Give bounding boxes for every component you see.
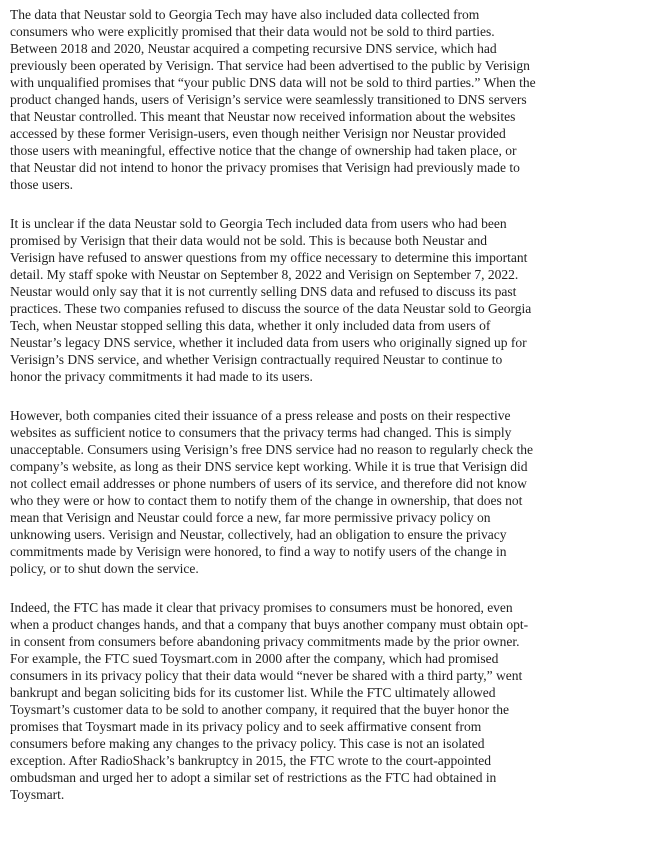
text-line: Neustar would only say that it is not currently selling DNS data and refused to discuss its past xyxy=(10,284,517,299)
paragraph-spacer xyxy=(10,577,637,599)
paragraph-3 xyxy=(10,407,637,577)
text-line: bankrupt and began soliciting bids for its customer list. While the FTC ultimately allowed xyxy=(10,685,496,700)
paragraph-1 xyxy=(10,6,637,193)
text-line: promises that Toysmart made in its privacy policy and to seek affirmative consent from xyxy=(10,719,482,734)
text-line: those users with meaningful, effective notice that the change of ownership had taken place, or xyxy=(10,143,517,158)
text-line: websites as sufficient notice to consumers that the privacy terms had changed. This is simply xyxy=(10,425,512,440)
text-line: in consent from consumers before abandoning privacy commitments made by the prior owner. xyxy=(10,634,520,649)
text-line: when a product changes hands, and that a company that buys another company must obtain opt- xyxy=(10,617,529,632)
text-line: policy, or to shut down the service. xyxy=(10,561,199,576)
text-line: accessed by these former Verisign-users, even though neither Verisign nor Neustar provided xyxy=(10,126,506,141)
text-line: who they were or how to contact them to notify them of the change in ownership, that does not xyxy=(10,493,523,508)
text-line: consumers before making any changes to the privacy policy. This case is not an isolated xyxy=(10,736,485,751)
text-line: unacceptable. Consumers using Verisign’s free DNS service had no reason to regularly check the xyxy=(10,442,534,457)
text-line: It is unclear if the data Neustar sold to Georgia Tech included data from users who had been xyxy=(10,216,507,231)
text-line: honor the privacy commitments it had made to its users. xyxy=(10,369,313,384)
text-line: However, both companies cited their issuance of a press release and posts on their respective xyxy=(10,408,511,423)
text-line: company’s website, as long as their DNS service kept working. While it is true that Verisign did xyxy=(10,459,528,474)
text-line: consumers in its privacy policy that their data would “never be shared with a third party,” went xyxy=(10,668,523,683)
text-line: exception. After RadioShack’s bankruptcy in 2015, the FTC wrote to the court-appointed xyxy=(10,753,491,768)
text-line: previously been operated by Verisign. That service had been advertised to the public by Verisign xyxy=(10,58,530,73)
text-line: promised by Verisign that their data would not be sold. This is because both Neustar and xyxy=(10,233,488,248)
text-line: Indeed, the FTC has made it clear that privacy promises to consumers must be honored, even xyxy=(10,600,513,615)
text-line: consumers who were explicitly promised that their data would not be sold to third parties. xyxy=(10,24,495,39)
text-line: Tech, when Neustar stopped selling this data, whether it only included data from users of xyxy=(10,318,491,333)
document-body xyxy=(10,6,637,803)
text-line: detail. My staff spoke with Neustar on September 8, 2022 and Verisign on September 7, 2022. xyxy=(10,267,519,282)
text-line: The data that Neustar sold to Georgia Tech may have also included data collected from xyxy=(10,7,480,22)
text-line: mean that Verisign and Neustar could force a new, far more permissive privacy policy on xyxy=(10,510,491,525)
text-line: For example, the FTC sued Toysmart.com in 2000 after the company, which had promised xyxy=(10,651,499,666)
text-line: practices. These two companies refused to discuss the source of the data Neustar sold to Georgia xyxy=(10,301,532,316)
text-line: Verisign’s DNS service, and whether Verisign contractually required Neustar to continue to xyxy=(10,352,503,367)
text-line: that Neustar controlled. This meant that Neustar now received information about the websites xyxy=(10,109,516,124)
text-line: not collect email addresses or phone numbers of users of its service, and therefore did not know xyxy=(10,476,527,491)
paragraph-spacer xyxy=(10,193,637,215)
paragraph-4 xyxy=(10,599,637,803)
text-line: ombudsman and urged her to adopt a similar set of restrictions as the FTC had obtained in xyxy=(10,770,497,785)
text-line: product changed hands, users of Verisign’s service were seamlessly transitioned to DNS servers xyxy=(10,92,527,107)
text-line: Between 2018 and 2020, Neustar acquired a competing recursive DNS service, which had xyxy=(10,41,497,56)
text-line: Verisign have refused to answer questions from my office necessary to determine this important xyxy=(10,250,528,265)
paragraph-2 xyxy=(10,215,637,385)
text-line: Toysmart. xyxy=(10,787,65,802)
text-line: those users. xyxy=(10,177,73,192)
text-line: with unqualified promises that “your public DNS data will not be sold to third parties.” When the xyxy=(10,75,536,90)
text-line: Neustar’s legacy DNS service, whether it included data from users who originally signed up for xyxy=(10,335,527,350)
text-line: commitments made by Verisign were honored, to find a way to notify users of the change in xyxy=(10,544,507,559)
paragraph-spacer xyxy=(10,385,637,407)
text-line: unknowing users. Verisign and Neustar, collectively, had an obligation to ensure the privacy xyxy=(10,527,507,542)
text-line: that Neustar did not intend to honor the privacy promises that Verisign had previously made to xyxy=(10,160,520,175)
text-line: Toysmart’s customer data to be sold to another company, it required that the buyer honor the xyxy=(10,702,509,717)
